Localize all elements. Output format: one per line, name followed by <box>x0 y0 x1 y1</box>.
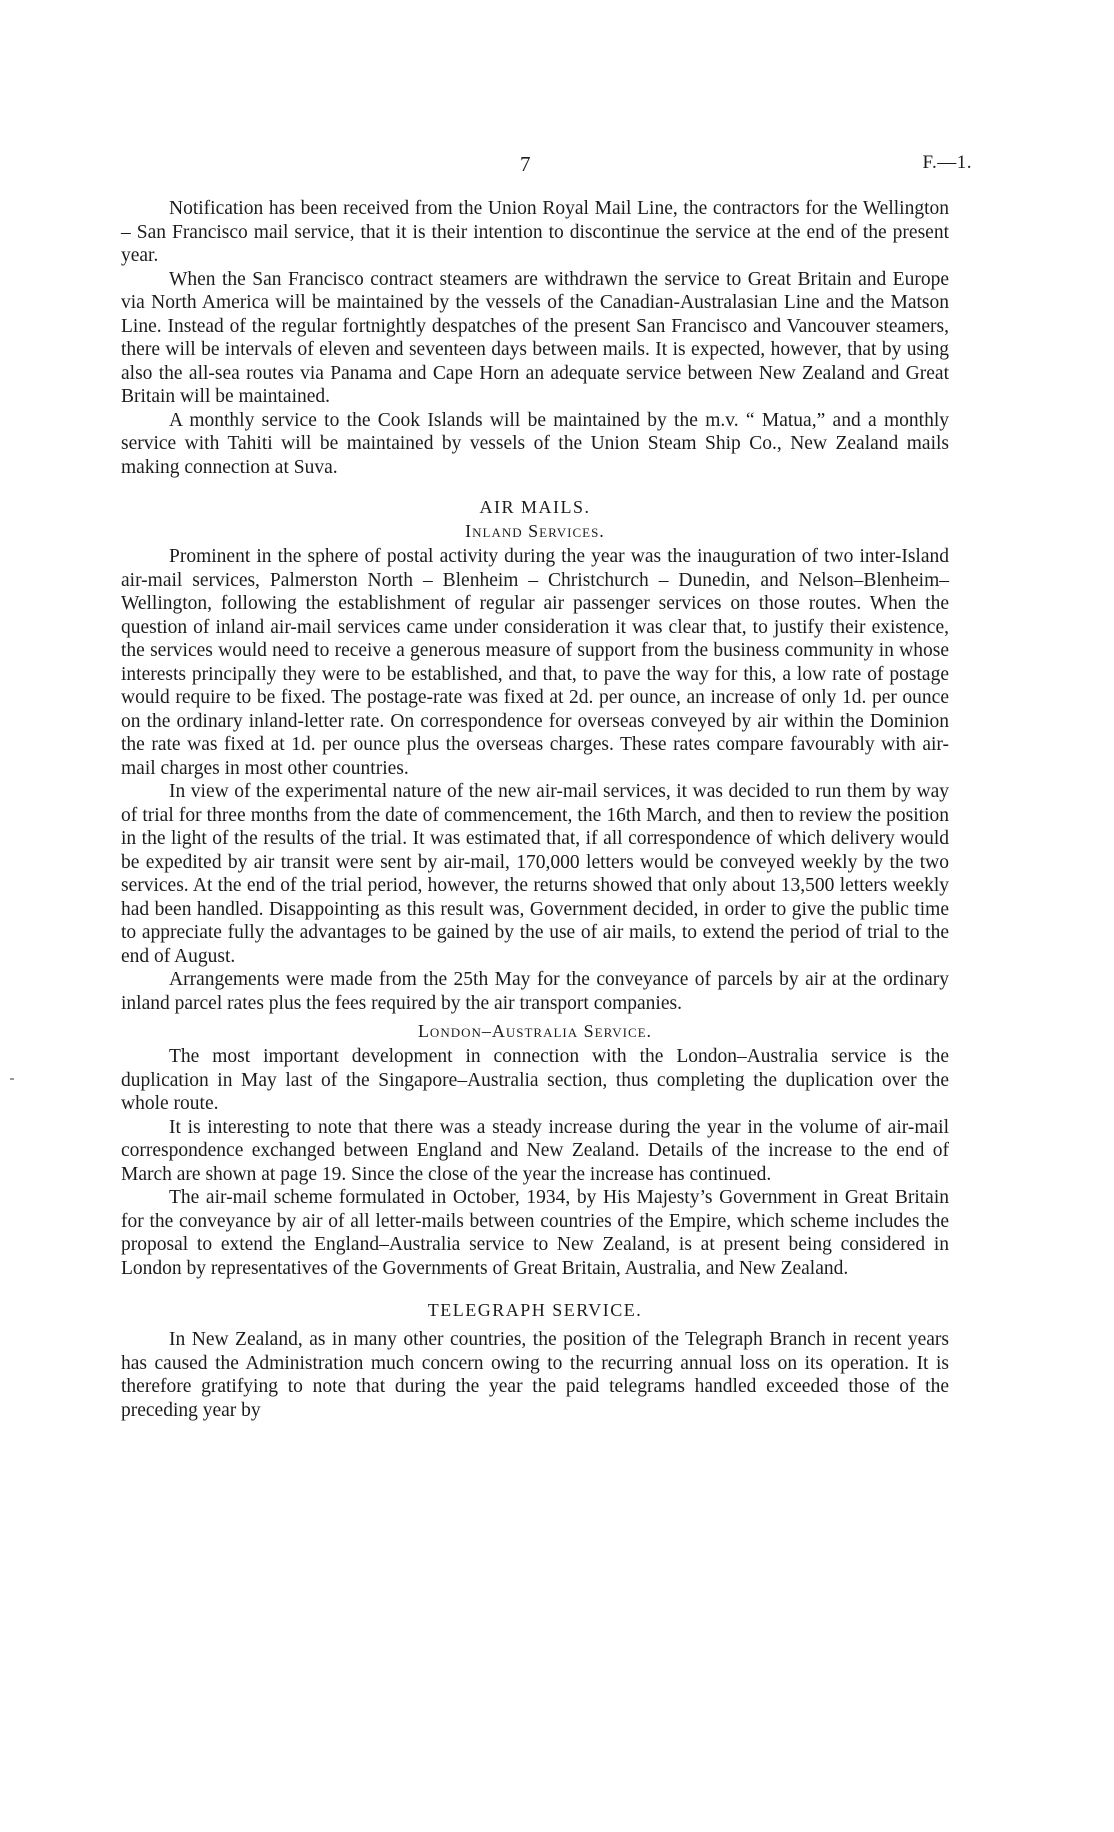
document-reference: F.—1. <box>922 152 972 173</box>
paragraph-telegraph: In New Zealand, as in many other countries, the position of the Telegraph Branch in recent years has caused the Administration much concern owing to the recurring annual loss on its operation. It is therefore gratifying to note that during the year the paid telegrams handled exceeded those of the preceding year by <box>121 1329 949 1421</box>
page-header <box>120 152 972 182</box>
subheading-london-australia: London–Australia Service. <box>417 1021 653 1041</box>
paragraph-parcels: Arrangements were made from the 25th May for the conveyance of parcels by air at the ordinary inland parcel rates plus the fees required by the air transport companies. <box>121 969 949 1014</box>
paragraph-union-royal-mail: Notification has been received from the Union Royal Mail Line, the contractors for the Wellington – San Francisco mail service, that it is their intention to discontinue the service at the end of the present year. <box>121 198 949 266</box>
heading-air-mails: AIR MAILS. <box>479 497 591 517</box>
paragraph-increase: It is interesting to note that there was a steady increase during the year in the volume of air-mail correspondence exchanged between England and New Zealand. Details of the increase to the end of March are shown at page 19. Since the close of the year the increase has continued. <box>121 1116 949 1185</box>
page-number: 7 <box>520 152 531 176</box>
heading-telegraph-service: TELEGRAPH SERVICE. <box>427 1300 643 1320</box>
body-text <box>121 197 949 1422</box>
paragraph-cook-islands: A monthly service to the Cook Islands will be maintained by the m.v. “ Matua,” and a monthly service with Tahiti will be maintained by vessels of the Union Steam Ship Co., New Zealand mails making connection at Suva. <box>121 409 949 478</box>
paragraph-duplication: The most important development in connection with the London–Australia service is the duplication in May last of the Singapore–Australia section, thus completing the duplication over the whole route. <box>121 1046 949 1114</box>
paragraph-san-francisco-withdrawal: When the San Francisco contract steamers are withdrawn the service to Great Britain and Europe via North America will be maintained by the vessels of the Canadian-Australasian Line and the Matson Line. Instead of the regular fortnightly despatches of the present San Francisco and Vancouver steamers, there will be intervals of eleven and seventeen days between mails. It is expected, however, that by using also the all-sea routes via Panama and Cape Horn an adequate service between New Zealand and Great Britain will be maintained. <box>121 268 949 407</box>
paragraph-empire-scheme: The air-mail scheme formulated in October, 1934, by His Majesty’s Government in Great Britain for the conveyance by air of all letter-mails between countries of the Empire, which scheme includes the proposal to extend the England–Australia service to New Zealand, is at present being considered in London by representatives of the Governments of Great Britain, Australia, and New Zealand. <box>121 1187 949 1279</box>
paragraph-trial-period: In view of the experimental nature of the new air-mail services, it was decided to run them by way of trial for three months from the date of commencement, the 16th March, and then to review the position in the light of the results of the trial. It was estimated that, if all correspondence of which delivery would be expedited by air transit were sent by air-mail, 170,000 letters would be conveyed weekly by the two services. At the end of the trial period, however, the returns showed that only about 13,500 letters weekly had been handled. Disappointing as this result was, Government decided, in order to give the public time to appreciate fully the advantages to be gained by the use of air mails, to extend the period of trial to the end of August. <box>121 781 949 967</box>
subheading-inland-services: Inland Services. <box>465 521 605 541</box>
paragraph-inland-inauguration: Prominent in the sphere of postal activity during the year was the inauguration of two inter-Island air-mail services, Palmerston North – Blenheim – Christchurch – Dunedin, and Nelson–Blenheim–Wellington, following the establishment of regular air passenger services on those routes. When the question of inland air-mail services came under consideration it was clear that, to justify their existence, the services would need to receive a generous measure of support from the business community in whose interests principally they were to be established, and that, to pave the way for this, a low rate of postage would require to be fixed. The postage-rate was fixed at 2d. per ounce, an increase of only 1d. per ounce on the ordinary inland-letter rate. On correspondence for overseas conveyed by air within the Dominion the rate was fixed at 1d. per ounce plus the overseas charges. These rates compare favourably with air-mail charges in most other countries. <box>121 546 949 779</box>
margin-mark <box>10 1078 14 1080</box>
